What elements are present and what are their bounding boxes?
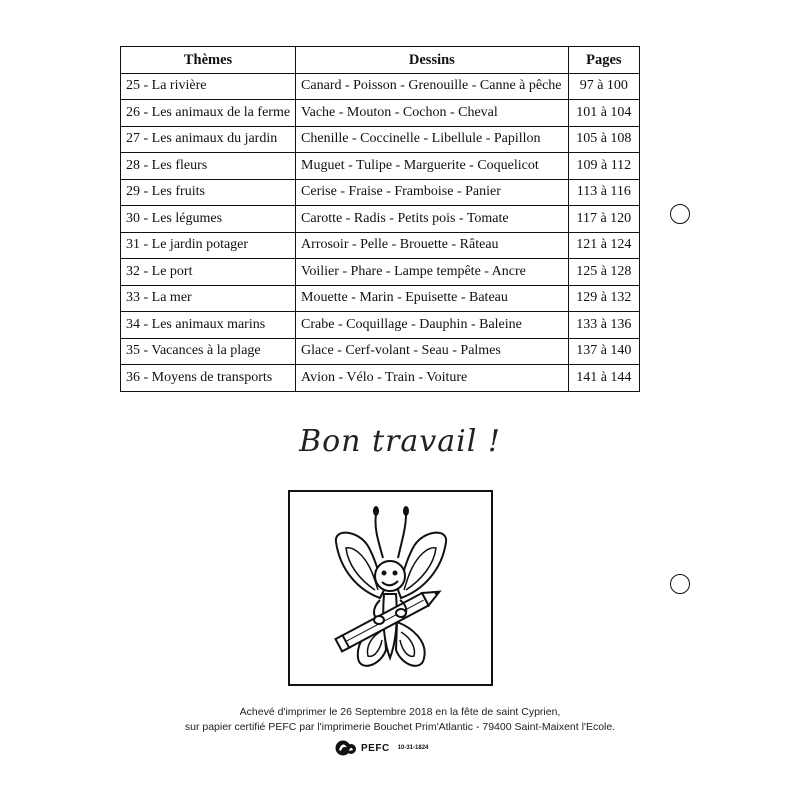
theme-cell: 32 - Le port [121,259,296,286]
header-pages: Pages [568,47,639,74]
header-dessins: Dessins [296,47,569,74]
dessins-cell: Avion - Vélo - Train - Voiture [296,365,569,392]
dessins-cell: Chenille - Coccinelle - Libellule - Papillon [296,126,569,153]
table-row [121,126,640,153]
dessins-cell: Glace - Cerf-volant - Seau - Palmes [296,338,569,365]
table-row [121,179,640,206]
dessins-cell: Arrosoir - Pelle - Brouette - Râteau [296,232,569,259]
theme-cell: 26 - Les animaux de la ferme [121,100,296,127]
pefc-logo-icon [335,739,357,757]
pages-cell: 129 à 132 [568,285,639,312]
imprint-notice [0,705,800,735]
table-header-row [121,47,640,74]
table-row [121,153,640,180]
header-themes: Thèmes [121,47,296,74]
theme-cell: 34 - Les animaux marins [121,312,296,339]
theme-cell: 25 - La rivière [121,73,296,100]
pages-cell: 137 à 140 [568,338,639,365]
themes-table [120,46,640,392]
imprint-line-1: Achevé d'imprimer le 26 Septembre 2018 en la fête de saint Cyprien, [239,706,561,718]
theme-cell: 31 - Le jardin potager [121,232,296,259]
dessins-cell: Muguet - Tulipe - Marguerite - Coquelicot [296,153,569,180]
pages-cell: 109 à 112 [568,153,639,180]
dessins-cell: Crabe - Coquillage - Dauphin - Baleine [296,312,569,339]
dessins-cell: Canard - Poisson - Grenouille - Canne à pêche [296,73,569,100]
pefc-mark [335,738,428,758]
theme-cell: 28 - Les fleurs [121,153,296,180]
pages-cell: 125 à 128 [568,259,639,286]
table-row [121,100,640,127]
dessins-cell: Mouette - Marin - Epuisette - Bateau [296,285,569,312]
butterfly-with-pencil-icon [288,490,493,686]
pages-cell: 101 à 104 [568,100,639,127]
pages-cell: 113 à 116 [568,179,639,206]
closing-message: Bon travail ! [299,424,501,459]
pages-cell: 97 à 100 [568,73,639,100]
table-row [121,206,640,233]
pages-cell: 105 à 108 [568,126,639,153]
pefc-code: 10-31-1824 [397,745,429,751]
theme-cell: 29 - Les fruits [121,179,296,206]
table-row [121,338,640,365]
pages-cell: 141 à 144 [568,365,639,392]
binder-hole-bottom [670,574,690,594]
dessins-cell: Voilier - Phare - Lampe tempête - Ancre [296,259,569,286]
pages-cell: 117 à 120 [568,206,639,233]
theme-cell: 27 - Les animaux du jardin [121,126,296,153]
dessins-cell: Carotte - Radis - Petits pois - Tomate [296,206,569,233]
table-row [121,365,640,392]
theme-cell: 30 - Les légumes [121,206,296,233]
table-row [121,232,640,259]
imprint-line-2: sur papier certifié PEFC par l'imprimerie Bouchet Prim'Atlantic - 79400 Saint-Maixent l'Ecole. [184,721,616,733]
pages-cell: 121 à 124 [568,232,639,259]
pefc-name: PEFC [361,742,390,754]
theme-cell: 33 - La mer [121,285,296,312]
table-row [121,312,640,339]
table-row [121,259,640,286]
table-row [121,285,640,312]
theme-cell: 36 - Moyens de transports [121,365,296,392]
theme-cell: 35 - Vacances à la plage [121,338,296,365]
table-row [121,73,640,100]
pages-cell: 133 à 136 [568,312,639,339]
dessins-cell: Cerise - Fraise - Framboise - Panier [296,179,569,206]
table-body [121,73,640,391]
dessins-cell: Vache - Mouton - Cochon - Cheval [296,100,569,127]
binder-hole-top [670,204,690,224]
